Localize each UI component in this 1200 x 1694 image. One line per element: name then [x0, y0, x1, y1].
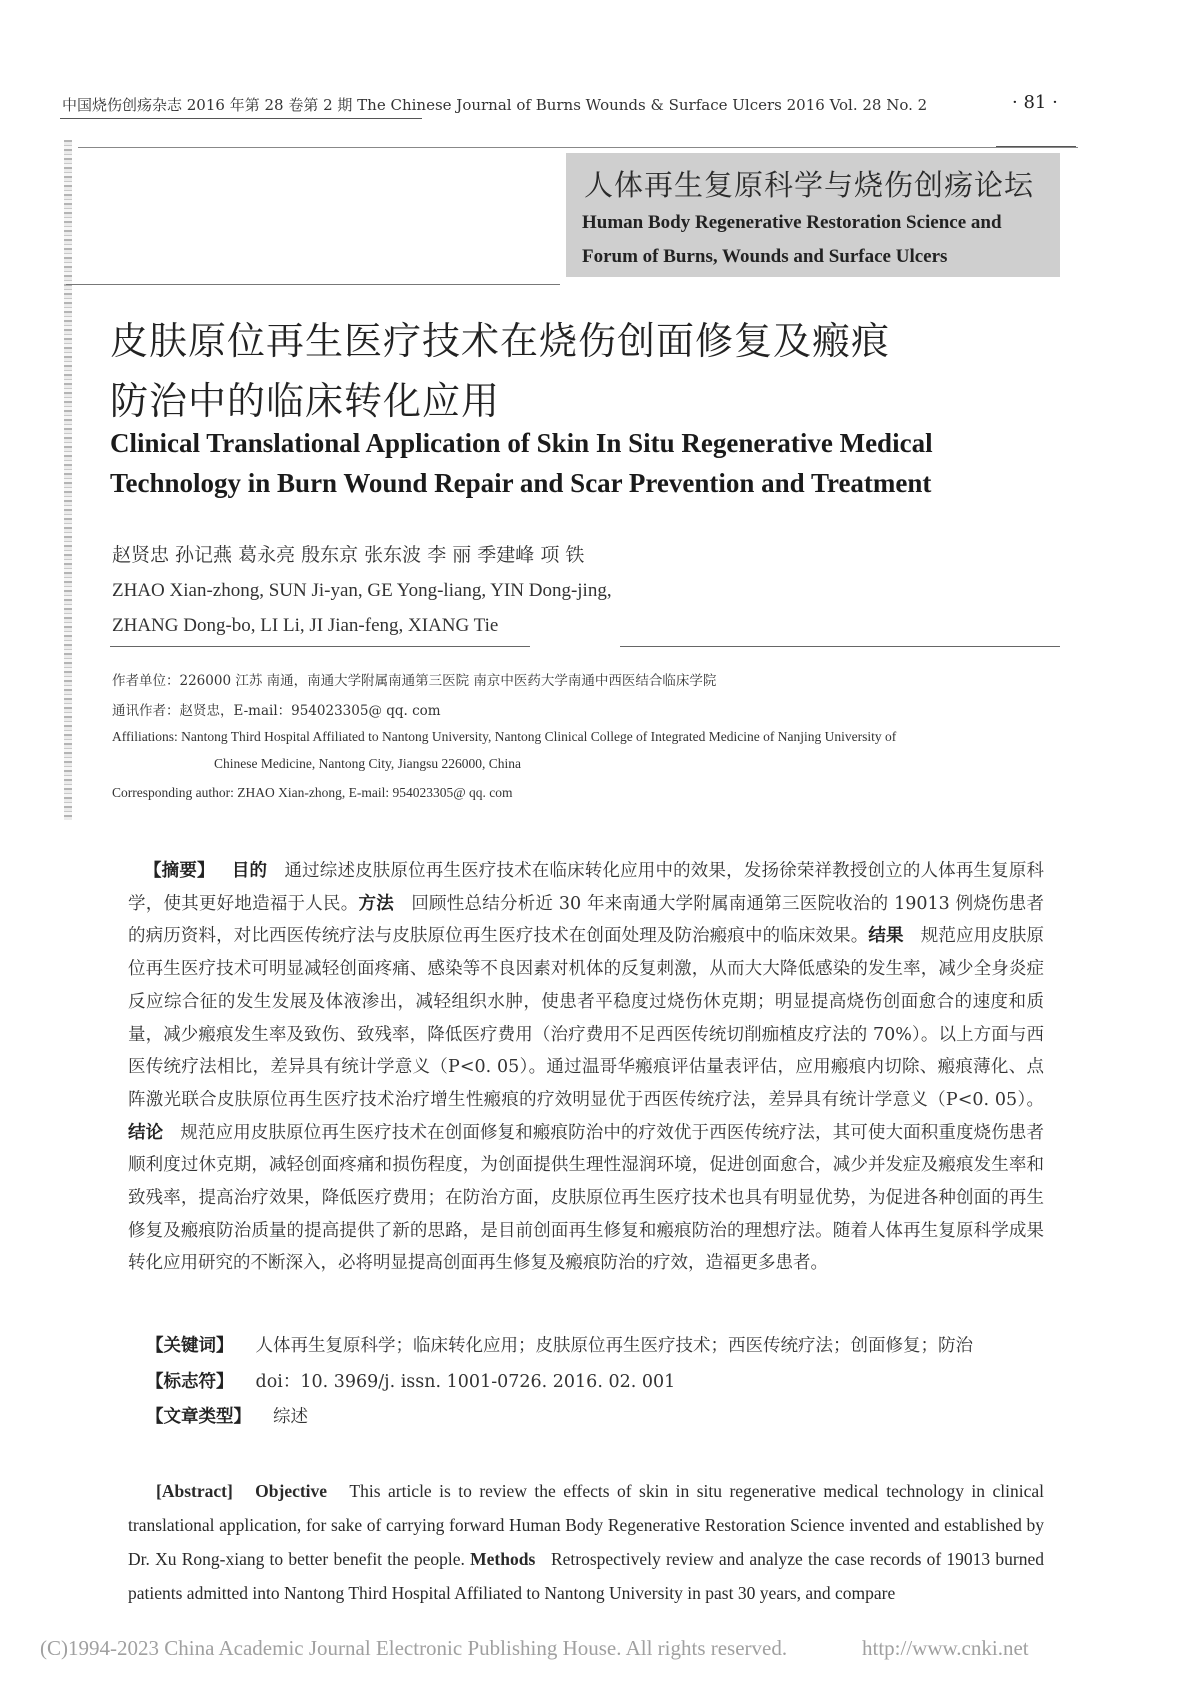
conclusions-label-cn: 结论: [128, 1122, 164, 1143]
article-title-cn-line1: 皮肤原位再生医疗技术在烧伤创面修复及瘢痕: [110, 319, 891, 363]
methods-label-cn: 方法: [358, 893, 394, 914]
article-type-value: 综述: [273, 1407, 308, 1427]
objective-text-en: This article is to review the effects of skin in situ regenerative medical technology in clinical translational application, for sake of carrying forward Human Body Regenerative Restoration Science invented and established by Dr. Xu Rong-xiang to better benefit the people.: [128, 1481, 1044, 1569]
authors-rule-right: [620, 646, 1060, 647]
objective-text-cn: 通过综述皮肤原位再生医疗技术在临床转化应用中的效果，发扬徐荣祥教授创立的人体再生复原科学，使其更好地造福于人民。: [128, 861, 1045, 914]
corresponding-author-cn: 通讯作者：赵贤忠，E-mail：954023305@ qq. com: [112, 703, 441, 719]
objective-label-en: Objective: [255, 1481, 328, 1501]
scan-edge-artifact: [64, 140, 72, 820]
abstract-en-label: [Abstract]: [156, 1481, 233, 1501]
header-rule: [60, 118, 422, 119]
page-number: · 81 ·: [1012, 92, 1058, 113]
authors-en-line2: ZHANG Dong-bo, LI Li, JI Jian-feng, XIANG Tie: [112, 615, 499, 636]
article-title-en-line2: Technology in Burn Wound Repair and Scar Prevention and Treatment: [110, 468, 932, 498]
doi-label: 【标志符】: [146, 1372, 234, 1392]
forum-title-en-line2: Forum of Burns, Wounds and Surface Ulcers: [582, 246, 948, 267]
forum-title-cn: 人体再生复原科学与烧伤创疡论坛: [584, 168, 1035, 202]
results-text-cn: 规范应用皮肤原位再生医疗技术可明显减轻创面疼痛、感染等不良因素对机体的反复刺激，从而大大降低感染的发生率，减少全身炎症反应综合征的发生发展及体液渗出，减轻组织水肿，使患者平稳度过烧伤休克期；明显提高烧伤创面愈合的速度和质量，减少瘢痕发生率及致伤、致残率，降低医疗费用（治疗费用不足西医传统切削痂植皮疗法的 70%）。以上方面与西医传统疗法相比，差异具有统计学意义（P<0. 05）。通过温哥华瘢痕评估量表评估，应用瘢痕内切除、瘢痕薄化、点阵激光联合皮肤原位再生医疗技术治疗增生性瘢痕的疗效明显优于西医传统疗法，差异具有统计学意义（P<0. 05）。: [128, 926, 1045, 1110]
footer-copyright: (C)1994-2023 China Academic Journal Electronic Publishing House. All rights reserved.: [40, 1636, 788, 1660]
article-title-cn-line2: 防治中的临床转化应用: [110, 379, 501, 423]
affiliation-cn: 作者单位：226000 江苏 南通，南通大学附属南通第三医院 南京中医药大学南通中西医结合临床学院: [112, 673, 717, 689]
keywords-line: [146, 1332, 973, 1357]
article-type-line: [146, 1403, 308, 1428]
forum-top-rule: [78, 147, 1078, 148]
forum-title-en-line1: Human Body Regenerative Restoration Science and: [582, 212, 1002, 233]
abstract-cn: [128, 855, 1044, 1280]
affiliation-en-line2: Chinese Medicine, Nantong City, Jiangsu 226000, China: [214, 756, 521, 771]
running-header: 中国烧伤创疡杂志 2016 年第 28 卷第 2 期 The Chinese Journal of Burns Wounds & Surface Ulcers 2016 Vol. 28 No. 2: [62, 96, 928, 114]
corresponding-author-en: Corresponding author: ZHAO Xian-zhong, E-mail: 954023305@ qq. com: [112, 785, 513, 800]
abstract-cn-label: 【摘要】: [144, 861, 215, 881]
footer-url[interactable]: http://www.cnki.net: [862, 1636, 1029, 1660]
authors-en-line1: ZHAO Xian-zhong, SUN Ji-yan, GE Yong-liang, YIN Dong-jing,: [112, 580, 612, 601]
conclusions-text-cn: 规范应用皮肤原位再生医疗技术在创面修复和瘢痕防治中的疗效优于西医传统疗法，其可使大面积重度烧伤患者顺利度过休克期，减轻创面疼痛和损伤程度，为创面提供生理性湿润环境，促进创面愈合，减少并发症及瘢痕发生率和致残率，提高治疗效果，降低医疗费用；在防治方面，皮肤原位再生医疗技术也具有明显优势，为促进各种创面的再生修复及瘢痕防治质量的提高提供了新的思路，是目前创面再生修复和瘢痕防治的理想疗法。随着人体再生复原科学成果转化应用研究的不断深入，必将明显提高创面再生修复及瘢痕防治的疗效，造福更多患者。: [128, 1122, 1044, 1274]
doi-value: doi：10. 3969/j. issn. 1001-0726. 2016. 02. 001: [255, 1372, 676, 1392]
authors-rule-left: [110, 646, 530, 647]
results-label-cn: 结果: [868, 926, 904, 947]
doi-line: [146, 1368, 675, 1393]
article-type-label: 【文章类型】: [146, 1407, 251, 1427]
methods-text-cn: 回顾性总结分析近 30 年来南通大学附属南通第三医院收治的 19013 例烧伤患者的病历资料，对比西医传统疗法与皮肤原位再生医疗技术在创面处理及防治瘢痕中的临床效果。: [128, 893, 1045, 947]
article-title-en-line1: Clinical Translational Application of Skin In Situ Regenerative Medical: [110, 428, 933, 458]
methods-text-en: Retrospectively review and analyze the case records of 19013 burned patients admitted into Nantong Third Hospital Affiliated to Nantong University in past 30 years, and compare: [128, 1549, 1044, 1603]
methods-label-en: Methods: [470, 1549, 536, 1569]
objective-label-cn: 目的: [231, 861, 268, 881]
affiliation-en-line1: Affiliations: Nantong Third Hospital Affiliated to Nantong University, Nantong Clinical College of Integrated Medicine of Nanjing University of: [112, 729, 897, 744]
abstract-en: [128, 1474, 1044, 1610]
keywords-value: 人体再生复原科学；临床转化应用；皮肤原位再生医疗技术；西医传统疗法；创面修复；防治: [255, 1336, 973, 1356]
authors-cn: 赵贤忠 孙记燕 葛永亮 殷东京 张东波 李 丽 季建峰 项 铁: [112, 544, 585, 566]
banner-bottom-rule: [66, 284, 560, 285]
keywords-label: 【关键词】: [146, 1336, 234, 1356]
